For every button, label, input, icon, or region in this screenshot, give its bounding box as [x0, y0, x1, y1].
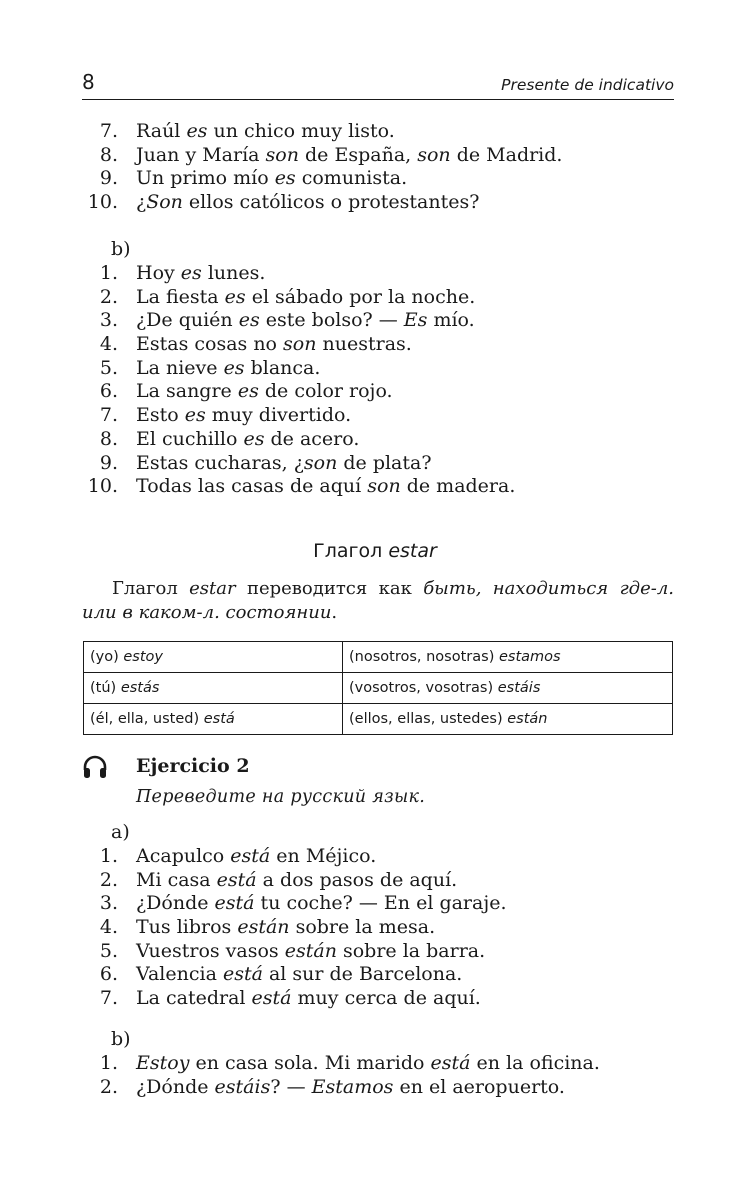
item-number: 3. [99, 892, 118, 915]
item-text: Estas cucharas, ¿son de plata? [136, 451, 432, 474]
item-text: La catedral está muy cerca de aquí. [136, 987, 481, 1010]
item-number: 7. [99, 404, 118, 427]
item-text: Estas cosas no son nuestras. [136, 333, 412, 356]
conjugation-cell: (él, ella, usted) está [84, 704, 343, 735]
conjugation-row [84, 642, 673, 673]
conjugation-table [83, 641, 673, 735]
item-number: 6. [99, 380, 118, 403]
item-number: 2. [99, 285, 118, 308]
item-text: Raúl es un chico muy listo. [136, 120, 395, 142]
item-text: Vuestros vasos están sobre la barra. [136, 939, 486, 962]
item-number: 7. [99, 987, 118, 1010]
exercise-list-b [82, 262, 682, 499]
exercise-2-list-a [82, 845, 682, 1011]
item-number: 5. [99, 939, 118, 962]
item-number: 7. [99, 120, 118, 142]
list-item [82, 475, 682, 499]
item-text: ¿Dónde está tu coche? — En el garaje. [136, 892, 507, 915]
page-number: 8 [82, 70, 95, 94]
conjugation-cell: (vosotros, vosotras) estáis [343, 673, 673, 704]
item-number: 9. [99, 167, 118, 190]
list-item [82, 191, 682, 215]
list-item [82, 167, 682, 191]
conjugation-cell: (ellos, ellas, ustedes) están [343, 704, 673, 735]
list-item [82, 428, 682, 452]
item-text: La sangre es de color rojo. [136, 380, 393, 403]
item-text: Acapulco está en Méjico. [136, 845, 377, 867]
item-number: 4. [99, 333, 118, 356]
conjugation-cell: (nosotros, nosotras) estamos [343, 642, 673, 673]
item-number: 1. [99, 1052, 118, 1074]
item-text: Valencia está al sur de Barcelona. [136, 963, 463, 986]
headphones-icon [82, 754, 108, 780]
item-text: Todas las casas de aquí son de madera. [136, 475, 516, 498]
item-text: El cuchillo es de acero. [136, 427, 360, 450]
list-item [82, 963, 682, 987]
list-item [82, 892, 682, 916]
conjugation-cell: (tú) estás [84, 673, 343, 704]
section-label-b: b) [111, 238, 131, 260]
item-number: 1. [99, 262, 118, 284]
list-item [82, 940, 682, 964]
list-item [82, 869, 682, 893]
item-text: ¿Dónde estáis? — Estamos en el aeropuerto. [136, 1075, 565, 1098]
list-item [82, 357, 682, 381]
item-text: Tus libros están sobre la mesa. [136, 916, 436, 939]
list-item [82, 380, 682, 404]
section-label-a: a) [111, 821, 130, 843]
item-text: Un primo mío es comunista. [136, 167, 408, 190]
exercise-list-a-continued [82, 120, 682, 215]
list-item [82, 286, 682, 310]
item-number: 2. [99, 1075, 118, 1098]
item-number: 3. [99, 309, 118, 332]
list-item [82, 452, 682, 476]
item-number: 9. [99, 451, 118, 474]
item-text: La fiesta es el sábado por la noche. [136, 285, 476, 308]
item-text: Esto es muy divertido. [136, 404, 352, 427]
conjugation-row [84, 673, 673, 704]
conjugation-row [84, 704, 673, 735]
exercise-2-list-b [82, 1052, 682, 1099]
page-header [82, 70, 674, 100]
item-text: Juan y María son de España, son de Madrid. [136, 143, 563, 166]
list-item [82, 916, 682, 940]
item-text: ¿Son ellos católicos o protestantes? [136, 191, 480, 214]
list-item [82, 1052, 682, 1076]
section-title: Глагол estar [313, 540, 437, 562]
item-text: ¿De quién es este bolso? — Es mío. [136, 309, 475, 332]
item-number: 6. [99, 963, 118, 986]
item-number: 10. [87, 475, 118, 498]
list-item [82, 144, 682, 168]
list-item [82, 987, 682, 1011]
list-item [82, 309, 682, 333]
list-item [82, 404, 682, 428]
item-text: La nieve es blanca. [136, 356, 321, 379]
item-number: 1. [99, 845, 118, 867]
item-number: 8. [99, 143, 118, 166]
list-item [82, 333, 682, 357]
item-number: 2. [99, 868, 118, 891]
section-label-b2: b) [111, 1028, 131, 1050]
list-item [82, 845, 682, 869]
item-text: Hoy es lunes. [136, 262, 266, 284]
exercise-title: Ejercicio 2 [136, 755, 250, 777]
item-text: Estoy en casa sola. Mi marido está en la oficina. [136, 1052, 600, 1074]
item-number: 5. [99, 356, 118, 379]
item-text: Mi casa está a dos pasos de aquí. [136, 868, 458, 891]
item-number: 10. [87, 191, 118, 214]
list-item [82, 262, 682, 286]
list-item [82, 1076, 682, 1100]
item-number: 8. [99, 427, 118, 450]
intro-text: Глагол estar переводится как быть, находиться где-л. или в каком-л. состоянии. [82, 578, 674, 623]
intro-paragraph [82, 577, 674, 625]
item-number: 4. [99, 916, 118, 939]
list-item [82, 120, 682, 144]
conjugation-cell: (yo) estoy [84, 642, 343, 673]
exercise-instruction: Переведите на русский язык. [136, 787, 426, 807]
running-title: Presente de indicativo [501, 76, 674, 94]
